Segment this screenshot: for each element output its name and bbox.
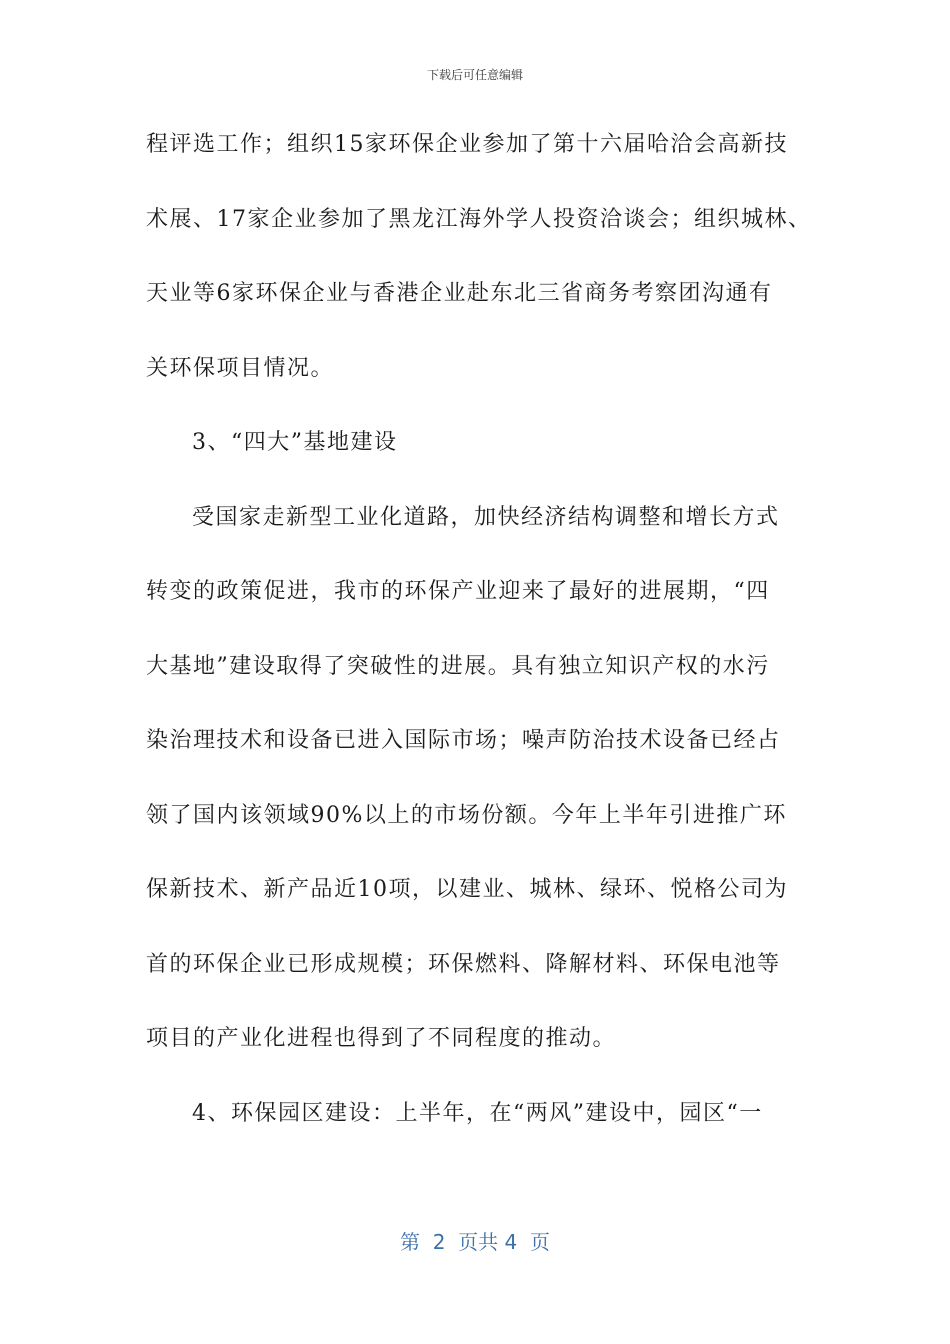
- body-line-12: 首的环保企业已形成规模；环保燃料、降解材料、环保电池等: [146, 952, 781, 977]
- body-line-6: 受国家走新型工业化道路，加快经济结构调整和增长方式: [192, 505, 780, 530]
- body-line-9: 染治理技术和设备已进入国际市场；噪声防治技术设备已经占: [146, 728, 781, 753]
- section-heading-4: 4、环保园区建设：上半年，在“两风”建设中，园区“一: [192, 1101, 763, 1126]
- body-line-4: 关环保项目情况。: [146, 356, 335, 381]
- body-line-1: 程评选工作；组织15家环保企业参加了第十六届哈洽会高新技: [146, 132, 788, 157]
- section-heading-3: 3、“四大”基地建设: [192, 430, 398, 455]
- body-line-13: 项目的产业化进程也得到了不同程度的推动。: [146, 1026, 617, 1051]
- page-header: 下载后可任意编辑: [426, 68, 523, 82]
- body-line-7: 转变的政策促进，我市的环保产业迎来了最好的进展期，“四: [146, 579, 770, 604]
- body-line-11: 保新技术、新产品近10项，以建业、城林、绿环、悦格公司为: [146, 877, 788, 902]
- body-line-10: 领了国内该领域90%以上的市场份额。今年上半年引进推广环: [146, 803, 787, 828]
- body-line-8: 大基地”建设取得了突破性的进展。具有独立知识产权的水污: [146, 654, 770, 679]
- page-footer: 第 2 页共 4 页: [400, 1230, 550, 1254]
- body-line-2: 术展、17家企业参加了黑龙江海外学人投资洽谈会；组织城林、: [146, 207, 812, 232]
- body-line-3: 天业等6家环保企业与香港企业赴东北三省商务考察团沟通有: [146, 281, 773, 306]
